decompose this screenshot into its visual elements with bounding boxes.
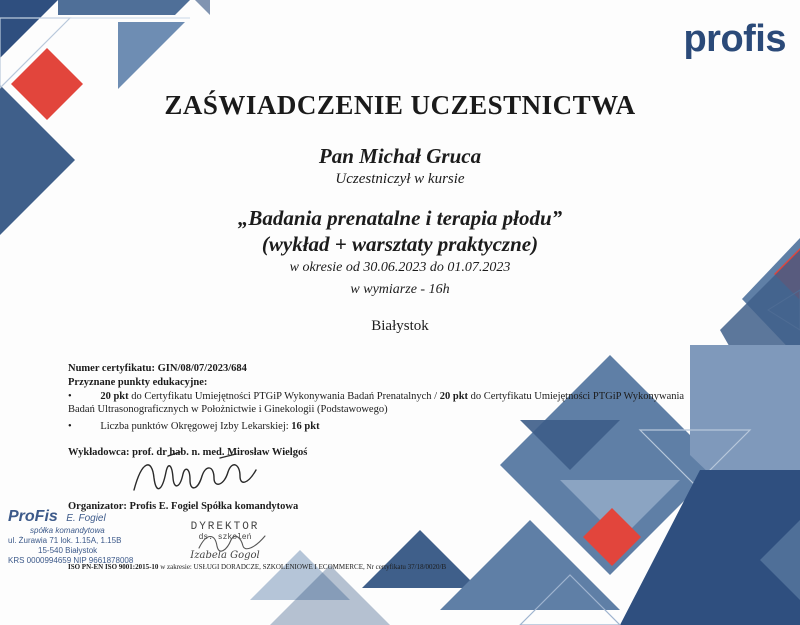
iso-text: w zakresie: USŁUGI DORADCZE, SZKOLENIOWE I ECOMMERCE, Nr certyfikatu 37/18/0020/B	[158, 563, 447, 571]
points-value: 16 pkt	[291, 421, 320, 432]
page-title: ZAŚWIADCZENIE UCZESTNICTWA	[164, 90, 636, 120]
certificate-number-value: GIN/08/07/2023/684	[157, 363, 247, 374]
certificate-number-label: Numer certyfikatu:	[68, 363, 155, 374]
points-value: 20 pkt	[439, 391, 469, 402]
course-period: w okresie od 30.06.2023 do 01.07.2023	[289, 260, 511, 275]
points-item-certificates	[68, 390, 748, 416]
lecturer-name: prof. dr hab. n. med. Mirosław Wielgoś	[132, 447, 308, 458]
stamp-address: ul. Żurawia 71 lok. 1.15A, 1.15B	[8, 536, 122, 545]
profis-logo: profis	[683, 18, 786, 60]
organizer-name: Profis E. Fogiel Spółka komandytowa	[129, 501, 299, 512]
stamp-logo: ProFis	[8, 508, 58, 525]
director-title: DYREKTOR	[190, 521, 260, 533]
points-value: 20 pkt	[100, 391, 129, 402]
stamp-owner: E. Fogiel	[66, 513, 106, 524]
points-text: Liczba punktów Okręgowej Izby Lekarskiej:	[100, 421, 292, 432]
stamp-postal: 15-540 Białystok	[38, 546, 98, 555]
iso-label: ISO PN-EN ISO 9001:2015-10	[68, 563, 159, 571]
director-name: Izabela Gogol	[190, 550, 260, 561]
stamp-registry: KRS 0000994659 NIP 9661878008	[8, 556, 134, 565]
points-text: Badań Ultrasonograficznych w Położnictwie i Ginekologii (Podstawowego)	[68, 404, 388, 415]
iso-footer	[68, 563, 446, 571]
director-subtitle: ds. szkoleń	[198, 533, 252, 542]
participated-label: Uczestniczył w kursie	[335, 171, 465, 187]
points-heading: Przyznane punkty edukacyjne:	[68, 377, 208, 388]
course-subtitle: (wykład + warsztaty praktyczne)	[261, 232, 539, 256]
issue-city: Białystok	[371, 318, 429, 334]
points-text: do Certyfikatu Umiejętności PTGiP Wykonywania Badań Prenatalnych /	[128, 391, 440, 402]
director-signature	[195, 528, 275, 558]
stamp-header	[8, 508, 168, 526]
certificate-number	[68, 362, 247, 375]
lecturer-signature	[128, 448, 278, 504]
company-stamp	[8, 508, 168, 566]
bullet-icon: •	[68, 391, 72, 402]
course-title: „Badania prenatalne i terapia płodu”	[237, 206, 563, 230]
organizer-label: Organizator:	[68, 501, 127, 512]
points-text: do Certyfikatu Umiejętności PTGiP Wykonywania	[468, 391, 685, 402]
stamp-company: spółka komandytowa	[30, 526, 105, 535]
bullet-icon: •	[68, 421, 72, 432]
points-item-medical-chamber	[68, 420, 320, 433]
lecturer-label: Wykładowca:	[68, 447, 130, 458]
recipient-name: Pan Michał Gruca	[318, 144, 482, 168]
course-hours: w wymiarze - 16h	[350, 282, 450, 297]
